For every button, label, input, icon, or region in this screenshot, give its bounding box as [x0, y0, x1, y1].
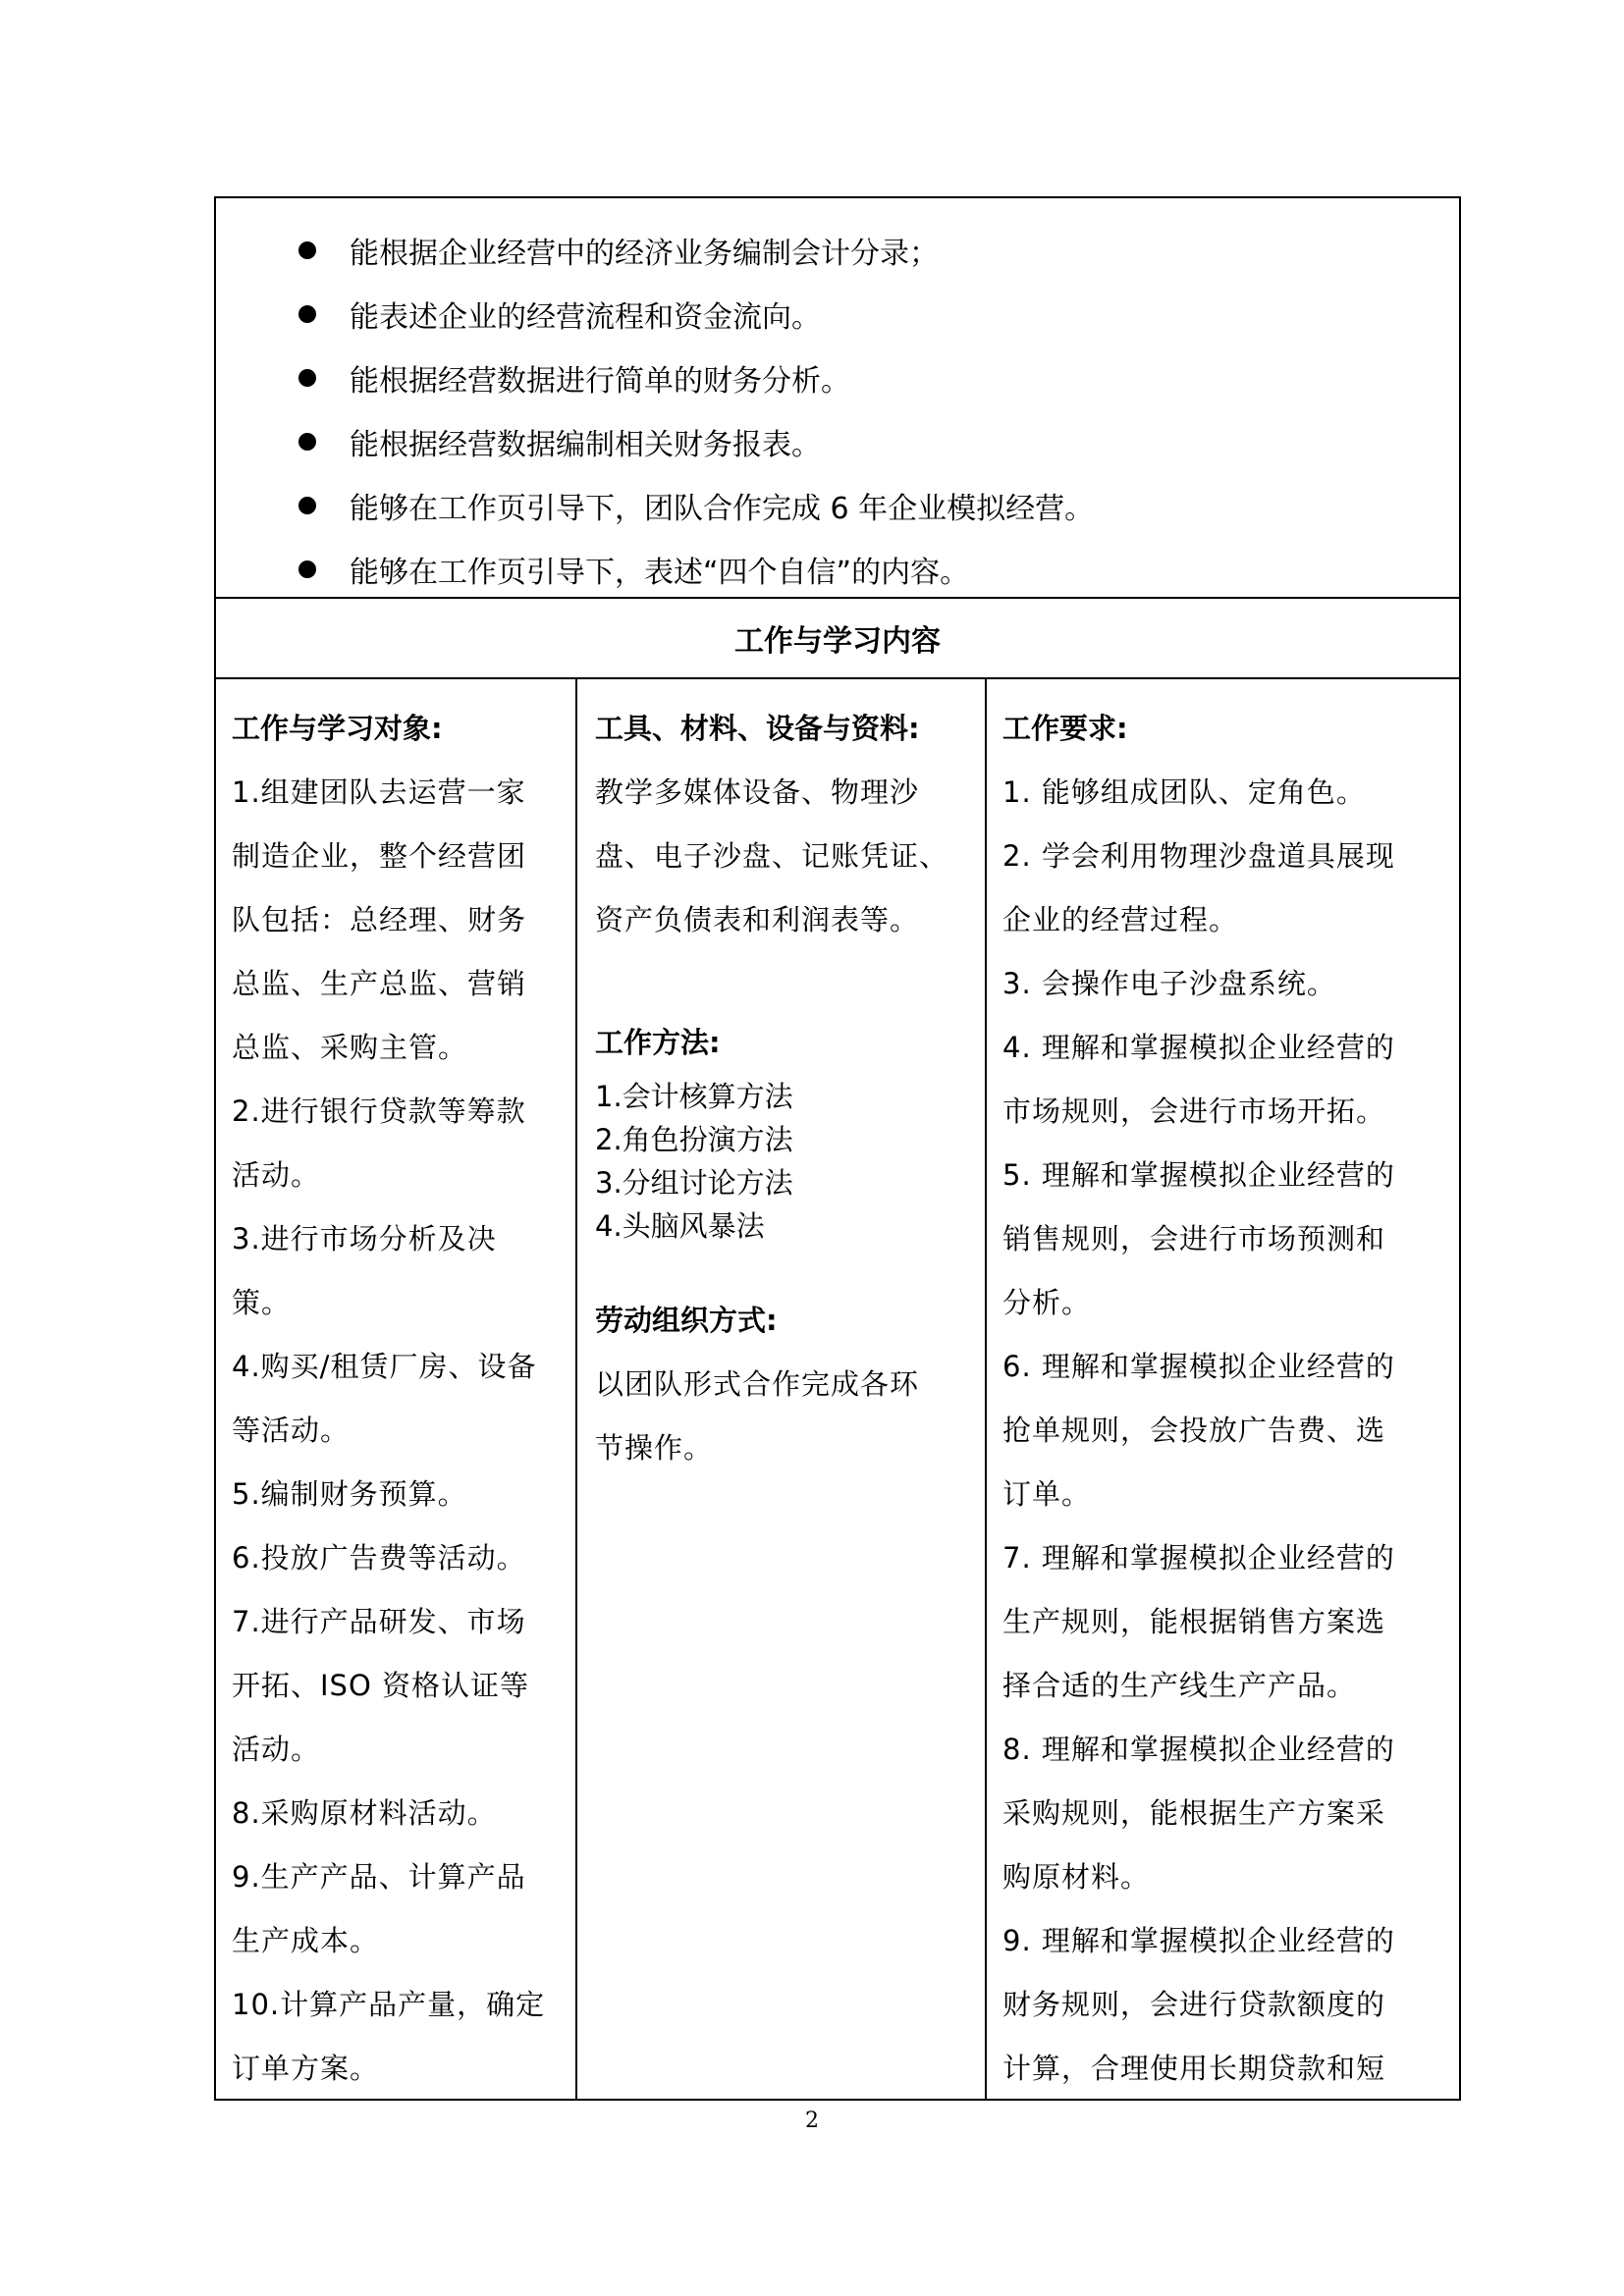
text-line: 10.计算产品产量，确定 [232, 1988, 546, 2021]
bullet-text: 能根据经营数据进行简单的财务分析。 [350, 363, 850, 399]
text-line: 销售规则，会进行市场预测和 [1002, 1222, 1386, 1255]
text-line: 3. 会操作电子沙盘系统。 [1002, 967, 1336, 1000]
text-line: 等活动。 [232, 1414, 351, 1447]
course-table [214, 196, 1461, 2101]
text-line: 活动。 [232, 1158, 321, 1192]
text-line: 6.投放广告费等活动。 [232, 1541, 526, 1575]
method-item: 3.分组讨论方法 [595, 1166, 793, 1200]
text-line: 9. 理解和掌握模拟企业经营的 [1002, 1924, 1395, 1957]
text-line: 2. 学会利用物理沙盘道具展现 [1002, 839, 1395, 873]
text-line: 购原材料。 [1002, 1860, 1151, 1894]
bullet-item [298, 473, 1094, 537]
text-line: 市场规则，会进行市场开拓。 [1002, 1095, 1386, 1128]
text-line: 生产规则，能根据销售方案选 [1002, 1605, 1386, 1638]
bullet-text: 能够在工作页引导下，表述“四个自信”的内容。 [350, 555, 970, 590]
spacer [595, 1248, 975, 1289]
text-line: 5.编制财务预算。 [232, 1477, 467, 1511]
text-line: 1.组建团队去运营一家 [232, 775, 526, 809]
text-line: 财务规则，会进行贷款额度的 [1002, 1988, 1386, 2021]
bullet-item [298, 346, 1094, 409]
text-line: 资产负债表和利润表等。 [595, 903, 920, 936]
text-line: 8. 理解和掌握模拟企业经营的 [1002, 1733, 1395, 1766]
column-title: 工作与学习对象: [232, 712, 443, 745]
text-line: 8.采购原材料活动。 [232, 1796, 497, 1830]
text-line: 采购规则，能根据生产方案采 [1002, 1796, 1386, 1830]
bullet-dot-icon [298, 369, 316, 387]
bullet-dot-icon [298, 241, 316, 259]
text-line: 分析。 [1002, 1286, 1092, 1319]
method-item: 2.角色扮演方法 [595, 1123, 793, 1156]
text-line: 生产成本。 [232, 1924, 380, 1957]
text-line: 订单。 [1002, 1477, 1092, 1511]
requirements-column [987, 679, 1459, 2099]
text-line: 6. 理解和掌握模拟企业经营的 [1002, 1350, 1395, 1383]
text-line: 计算，合理使用长期贷款和短 [1002, 2052, 1386, 2085]
text-line: 策。 [232, 1286, 292, 1319]
text-line: 队包括：总经理、财务 [232, 903, 527, 936]
text-line: 制造企业，整个经营团 [232, 839, 527, 873]
tools-column [577, 679, 987, 2099]
method-item: 1.会计核算方法 [595, 1080, 793, 1113]
text-line: 活动。 [232, 1733, 321, 1766]
bullet-item [298, 537, 1094, 601]
text-line: 4. 理解和掌握模拟企业经营的 [1002, 1031, 1395, 1064]
bullet-text: 能根据经营数据编制相关财务报表。 [350, 427, 821, 462]
text-line: 以团队形式合作完成各环 [595, 1367, 920, 1401]
bullet-text: 能表述企业的经营流程和资金流向。 [350, 299, 821, 335]
text-line: 7.进行产品研发、市场 [232, 1605, 526, 1638]
bullet-dot-icon [298, 305, 316, 323]
text-line: 3.进行市场分析及决 [232, 1222, 497, 1255]
text-line: 教学多媒体设备、物理沙 [595, 775, 920, 809]
column-title: 工具、材料、设备与资料: [595, 712, 920, 745]
text-line: 节操作。 [595, 1431, 714, 1465]
text-line: 开拓、ISO 资格认证等 [232, 1669, 530, 1702]
bullet-dot-icon [298, 433, 316, 451]
bullet-dot-icon [298, 497, 316, 514]
text-line: 盘、电子沙盘、记账凭证、 [595, 839, 949, 873]
text-line: 择合适的生产线生产产品。 [1002, 1669, 1357, 1702]
text-line: 9.生产产品、计算产品 [232, 1860, 526, 1894]
method-item: 4.头脑风暴法 [595, 1209, 765, 1243]
bullet-item [298, 409, 1094, 473]
text-line: 抢单规则，会投放广告费、选 [1002, 1414, 1386, 1447]
bullet-dot-icon [298, 561, 316, 578]
text-line: 7. 理解和掌握模拟企业经营的 [1002, 1541, 1395, 1575]
column-title: 工作要求: [1002, 712, 1128, 745]
section-heading: 工作与学习内容 [216, 599, 1459, 679]
methods-title: 工作方法: [595, 1026, 721, 1059]
text-line: 总监、生产总监、营销 [232, 967, 527, 1000]
bullet-list [298, 218, 1094, 601]
spacer [595, 952, 975, 1011]
text-line: 企业的经营过程。 [1002, 903, 1239, 936]
text-line: 总监、采购主管。 [232, 1031, 468, 1064]
work-objects-column [216, 679, 577, 2099]
text-line: 1. 能够组成团队、定角色。 [1002, 775, 1366, 809]
text-line: 4.购买/租赁厂房、设备 [232, 1350, 537, 1383]
text-line: 5. 理解和掌握模拟企业经营的 [1002, 1158, 1395, 1192]
bullet-item [298, 218, 1094, 282]
ability-goals-section [216, 198, 1459, 599]
org-title: 劳动组织方式: [595, 1304, 778, 1337]
bullet-item [298, 282, 1094, 346]
text-line: 2.进行银行贷款等筹款 [232, 1095, 526, 1128]
text-line: 订单方案。 [232, 2052, 380, 2085]
bullet-text: 能够在工作页引导下，团队合作完成 6 年企业模拟经营。 [350, 491, 1095, 526]
page-number: 2 [805, 2109, 819, 2133]
bullet-text: 能根据企业经营中的经济业务编制会计分录； [350, 236, 939, 271]
